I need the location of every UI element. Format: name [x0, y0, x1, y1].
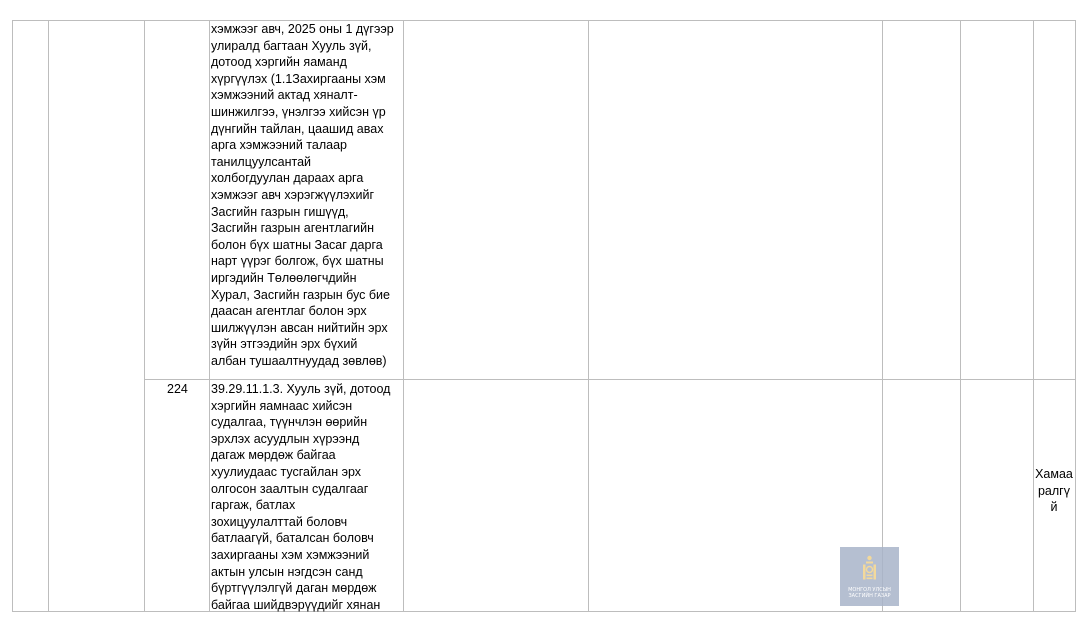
text-line: дагаж мөрдөж байгаа — [211, 448, 336, 463]
text-line: дүнгийн тайлан, цаашид авах — [211, 121, 384, 136]
column-border — [1075, 20, 1076, 612]
column-border — [960, 20, 961, 612]
column-border — [403, 20, 404, 612]
text-line: хүргүүлэх (1.1Захиргааны хэм — [211, 71, 386, 86]
text-line: байгаа шийдвэрүүдийг хянан — [211, 597, 381, 612]
column-border — [882, 20, 883, 612]
column-border — [144, 20, 145, 612]
column-border — [48, 20, 49, 612]
text-line: Засгийн газрын гишүүд, — [211, 204, 349, 219]
status-cell — [1033, 466, 1075, 516]
text-line: албан тушаалтнуудад зөвлөв) — [211, 353, 387, 368]
text-line: бүртгүүлэлгүй даган мөрдөж — [211, 581, 377, 596]
text-line: шинжилгээ, үнэлгээ хийсэн үр — [211, 104, 386, 119]
status-text-line: ралгү — [1037, 483, 1070, 498]
text-line: шилжүүлэн авсан нийтийн эрх — [211, 320, 388, 335]
text-line: актын улсын нэгдсэн санд — [211, 564, 363, 579]
column-border — [1033, 20, 1034, 612]
status-text-line: Хамаа — [1035, 467, 1073, 481]
text-line: Хурал, Засгийн газрын бус бие — [211, 287, 390, 302]
text-line: 39.29.11.1.3. Хууль зүй, дотоод — [211, 382, 391, 396]
row-number: 224 — [167, 382, 188, 396]
table-top-border — [12, 20, 1076, 21]
government-logo — [840, 547, 899, 606]
text-line: зохицуулалттай боловч — [211, 514, 348, 529]
text-line: хэргийн яамнаас хийсэн — [211, 398, 353, 413]
text-line: нарт үүрэг болгож, бүх шатны — [211, 254, 384, 269]
row-separator — [144, 379, 1076, 380]
table-bottom-border — [12, 611, 1076, 612]
logo-caption-line: МОНГОЛ УЛСЫН — [848, 587, 891, 593]
text-line: хуулиудаас тусгайлан эрх — [211, 464, 362, 479]
text-line: дотоод хэргийн яаманд — [211, 55, 347, 70]
text-line: олгосон заалтын судалгааг — [211, 481, 369, 496]
text-line: эрхлэх асуудлын хүрээнд — [211, 431, 360, 446]
row-description-cell — [211, 21, 402, 369]
text-line: танилцуулсантай — [211, 154, 312, 169]
text-line: арга хэмжээний талаар — [211, 138, 347, 153]
logo-caption — [840, 587, 899, 599]
text-line: холбогдуулан дараах арга — [211, 171, 364, 186]
text-line: даасан агентлаг болон эрх — [211, 304, 367, 319]
logo-caption-line: ЗАСГИЙН ГАЗАР — [848, 593, 891, 599]
text-line: батлаагүй, баталсан боловч — [211, 531, 374, 546]
text-line: судалгаа, түүнчлэн өөрийн — [211, 415, 368, 430]
text-line: Засгийн газрын агентлагийн — [211, 221, 375, 236]
column-border — [588, 20, 589, 612]
text-line: болон бүх шатны Засаг дарга — [211, 237, 383, 252]
text-line: хэмжээг авч, 2025 оны 1 дүгээр — [211, 22, 394, 36]
text-line: гаргаж, батлах — [211, 498, 296, 513]
column-border — [209, 20, 210, 612]
status-text-line: й — [1050, 500, 1058, 515]
row-description-cell — [211, 381, 402, 613]
text-line: хэмжээг авч хэрэгжүүлэхийг — [211, 187, 375, 202]
text-line: иргэдийн Төлөөлөгчдийн — [211, 270, 357, 285]
column-border — [12, 20, 13, 612]
text-line: зүйн этгээдийн эрх бүхий — [211, 337, 358, 352]
text-line: хэмжээний актад хяналт- — [211, 88, 358, 103]
soyombo-emblem-icon — [862, 555, 877, 581]
text-line: захиргааны хэм хэмжээний — [211, 547, 370, 562]
text-line: улиралд багтаан Хууль зүй, — [211, 38, 372, 53]
